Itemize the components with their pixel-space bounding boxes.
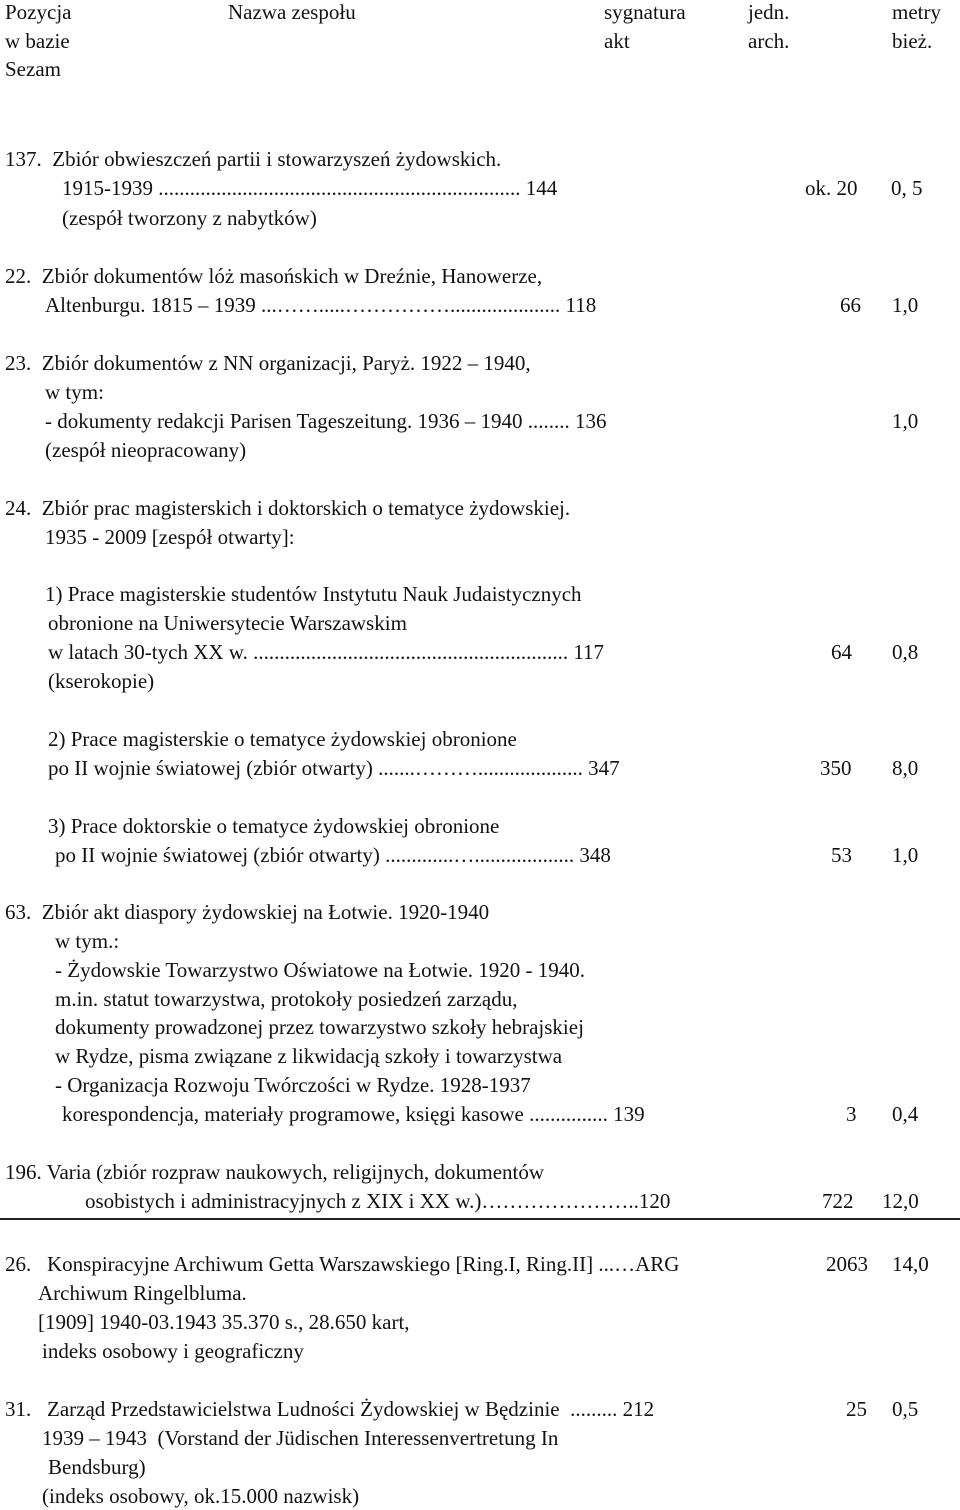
- entry-title: 63. Zbiór akt diaspory żydowskiej na Łotwie. 1920-1940: [5, 900, 490, 924]
- entry-units: 3: [846, 1102, 857, 1126]
- entry-meters: 8,0: [892, 756, 919, 780]
- entry-units: ok. 20: [805, 176, 858, 200]
- entry-title: 26. Konspiracyjne Archiwum Getta Warszawskiego [Ring.I, Ring.II] ...…ARG: [5, 1252, 680, 1276]
- entry-units: 64: [831, 640, 852, 664]
- entry-line: - Żydowskie Towarzystwo Oświatowe na Łotwie. 1920 - 1940.: [55, 958, 586, 982]
- entry-line: [1909] 1940-03.1943 35.370 s., 28.650 kart,: [38, 1310, 410, 1334]
- entry-line: 1935 - 2009 [zespół otwarty]:: [45, 525, 295, 549]
- entry-units: 2063: [826, 1252, 868, 1276]
- entry-line: 1) Prace magisterskie studentów Instytutu Nauk Judaistycznych: [45, 582, 582, 606]
- entry-title: 196. Varia (zbiór rozpraw naukowych, religijnych, dokumentów: [5, 1160, 545, 1184]
- entry-meters: 0,8: [892, 640, 919, 664]
- header-signature-line-2: akt: [604, 29, 630, 53]
- header-position-line-2: w bazie: [5, 29, 70, 53]
- entry-meters: 12,0: [882, 1189, 919, 1213]
- entry-line: obronione na Uniwersytecie Warszawskim: [48, 611, 407, 635]
- entry-line: osobistych i administracyjnych z XIX i XX w.)…………………..120: [85, 1189, 671, 1213]
- entry-title: 23. Zbiór dokumentów z NN organizacji, Paryż. 1922 – 1940,: [5, 351, 531, 375]
- header-name: Nazwa zespołu: [228, 0, 356, 24]
- entry-line: - dokumenty redakcji Parisen Tageszeitung. 1936 – 1940 ........ 136: [45, 409, 607, 433]
- entry-line: 1939 – 1943 (Vorstand der Jüdischen Interessenvertretung In: [42, 1426, 559, 1450]
- entry-title: 22. Zbiór dokumentów lóż masońskich w Dreźnie, Hanowerze,: [5, 264, 543, 288]
- entry-line: po II wojnie światowej (zbiór otwarty) .............…................... 348: [55, 843, 611, 867]
- entry-line: (indeks osobowy, ok.15.000 nazwisk): [42, 1484, 360, 1508]
- entry-units: 25: [846, 1397, 867, 1421]
- entry-line: m.in. statut towarzystwa, protokoły posiedzeń zarządu,: [55, 987, 518, 1011]
- entry-units: 722: [822, 1189, 854, 1213]
- entry-line: dokumenty prowadzonej przez towarzystwo szkoły hebrajskiej: [55, 1015, 584, 1039]
- header-signature-line-1: sygnatura: [604, 0, 686, 24]
- entry-line: korespondencja, materiały programowe, księgi kasowe ............... 139: [62, 1102, 645, 1126]
- entry-line: 3) Prace doktorskie o tematyce żydowskiej obronione: [48, 814, 500, 838]
- entry-meters: 1,0: [892, 293, 919, 317]
- entry-title: 24. Zbiór prac magisterskich i doktorskich o tematyce żydowskiej.: [5, 496, 571, 520]
- header-units-line-1: jedn.: [748, 0, 790, 24]
- entry-meters: 0, 5: [891, 176, 923, 200]
- entry-line: w Rydze, pisma związane z likwidacją szkoły i towarzystwa: [55, 1044, 563, 1068]
- entry-meters: 0,5: [892, 1397, 919, 1421]
- entry-meters: 14,0: [892, 1252, 929, 1276]
- header-units-line-2: arch.: [748, 29, 790, 53]
- entry-line: (zespół nieopracowany): [45, 438, 247, 462]
- entry-line: w latach 30-tych XX w. ............................................................ 117: [48, 640, 605, 664]
- entry-line: indeks osobowy i geograficzny: [42, 1339, 304, 1363]
- entry-units: 53: [831, 843, 852, 867]
- entry-meters: 0,4: [892, 1102, 919, 1126]
- entry-title: 137. Zbiór obwieszczeń partii i stowarzyszeń żydowskich.: [5, 147, 502, 171]
- header-position-line-1: Pozycja: [5, 0, 72, 24]
- entry-units: 350: [820, 756, 852, 780]
- entry-line: (zespół tworzony z nabytków): [62, 206, 317, 230]
- entry-units: 66: [840, 293, 861, 317]
- entry-line: 2) Prace magisterskie o tematyce żydowskiej obronione: [48, 727, 517, 751]
- header-position-line-3: Sezam: [5, 57, 61, 81]
- entry-line: w tym:: [45, 380, 104, 404]
- entry-meters: 1,0: [892, 409, 919, 433]
- entry-meters: 1,0: [892, 843, 919, 867]
- entry-line: Archiwum Ringelbluma.: [38, 1281, 247, 1305]
- entry-line: 1915-1939 ..................................................................... 144: [62, 176, 558, 200]
- header-meters-line-1: metry: [892, 0, 941, 24]
- entry-line: (kserokopie): [48, 669, 155, 693]
- header-meters-line-2: bież.: [892, 29, 933, 53]
- entry-line: po II wojnie światowej (zbiór otwarty) .......……….................... 347: [48, 756, 620, 780]
- entry-line: Altenburgu. 1815 – 1939 ...…….....……………..................... 118: [45, 293, 597, 317]
- entry-line: Bendsburg): [48, 1455, 146, 1479]
- entry-line: - Organizacja Rozwoju Twórczości w Rydze. 1928-1937: [55, 1073, 531, 1097]
- section-divider: [0, 1218, 960, 1220]
- entry-line: w tym.:: [55, 929, 120, 953]
- entry-title: 31. Zarząd Przedstawicielstwa Ludności Żydowskiej w Będzinie ......... 212: [5, 1397, 655, 1421]
